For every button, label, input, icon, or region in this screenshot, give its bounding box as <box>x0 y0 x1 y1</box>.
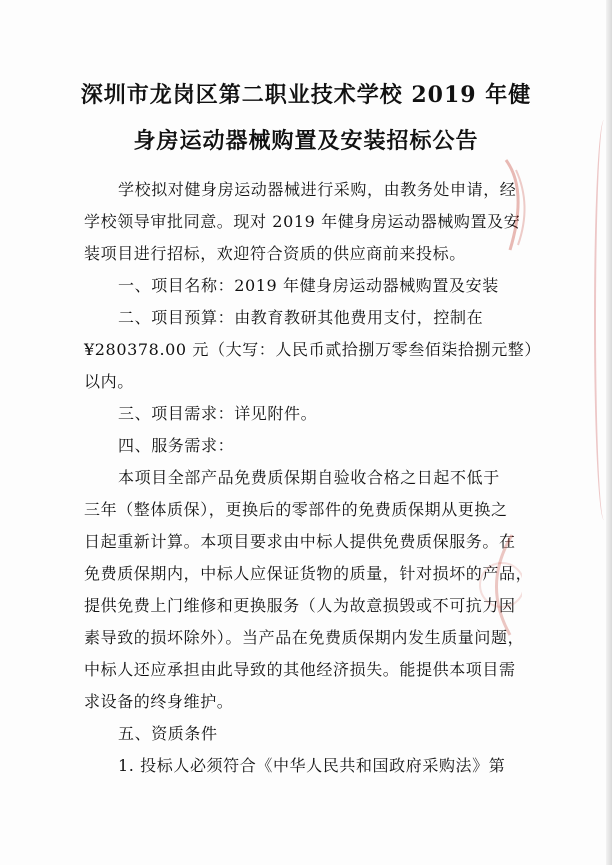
paragraph-line: 以内。 <box>84 372 134 391</box>
section-heading-requirements: 三、项目需求：详见附件。 <box>118 404 318 423</box>
seal-stamp-edge <box>594 120 612 520</box>
paragraph-line: ¥280378.00 元（大写：人民币贰拾捌万零叁佰柒拾捌元整） <box>84 340 541 359</box>
paragraph-line: 学校领导审批同意。现对 2019 年健身房运动器械购置及安 <box>84 212 521 231</box>
paragraph-line: 本项目全部产品免费质保期自验收合格之日起不低于 <box>118 468 500 487</box>
section-heading-service: 四、服务需求： <box>118 436 235 455</box>
paragraph-line: 素导致的损坏除外）。当产品在免费质保期内发生质量问题， <box>84 628 525 647</box>
section-heading-project-name: 一、项目名称：2019 年健身房运动器械购置及安装 <box>118 276 499 295</box>
section-heading-qualifications: 五、资质条件 <box>118 724 218 743</box>
paragraph-line: 中标人还应承担由此导致的其他经济损失。能提供本项目需 <box>84 660 516 679</box>
paragraph-line: 装项目进行招标，欢迎符合资质的供应商前来投标。 <box>84 244 466 263</box>
seal-stamp-mark <box>498 150 538 260</box>
document-title-line-2: 身房运动器械购置及安装招标公告 <box>133 128 479 154</box>
document-title-line-1: 深圳市龙岗区第二职业技术学校 2019 年健 <box>80 82 532 108</box>
paragraph-line: 学校拟对健身房运动器械进行采购，由教务处申请，经 <box>118 180 517 199</box>
paragraph-line: 三年（整体质保），更换后的零部件的免费质保期从更换之 <box>84 500 508 519</box>
section-heading-project-budget: 二、项目预算：由教育教研其他费用支付，控制在 <box>118 308 484 327</box>
list-item: 1. 投标人必须符合《中华人民共和国政府采购法》第 <box>118 756 506 775</box>
seal-stamp-mark-lower <box>462 530 522 640</box>
paragraph-line: 提供免费上门维修和更换服务（人为故意损毁或不可抗力因 <box>84 596 516 615</box>
paragraph-line: 求设备的终身维护。 <box>84 692 234 711</box>
paragraph-line: 免费质保期内，中标人应保证货物的质量，针对损坏的产品， <box>84 564 533 583</box>
paragraph-line: 日起重新计算。本项目要求由中标人提供免费质保服务。在 <box>84 532 516 551</box>
